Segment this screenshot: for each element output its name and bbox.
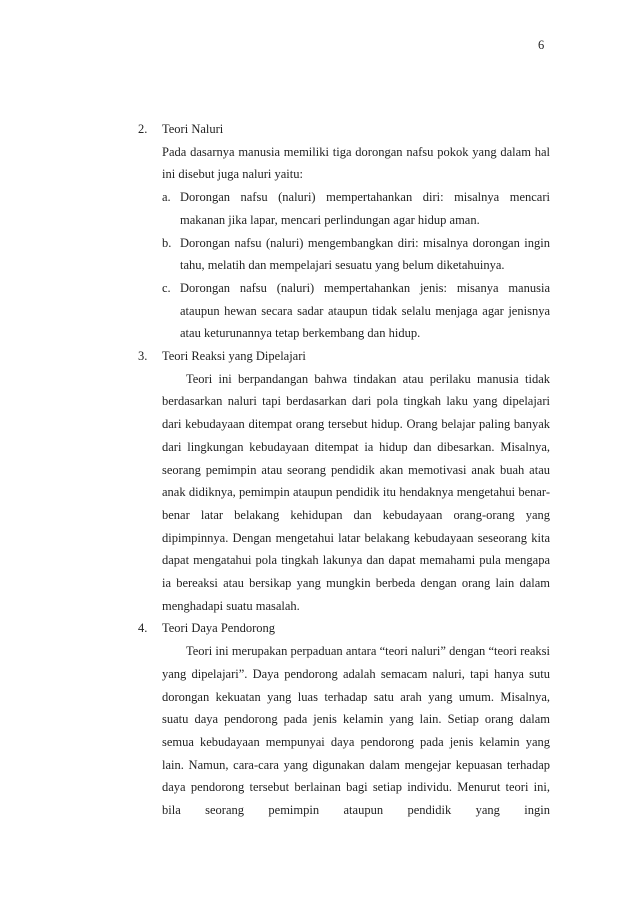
section-title: Teori Daya Pendorong — [162, 621, 275, 636]
section-title: Teori Reaksi yang Dipelajari — [162, 349, 306, 364]
section-number: 2. — [138, 122, 148, 136]
section-number: 4. — [138, 621, 148, 636]
section-teori-daya-pendorong — [138, 617, 550, 821]
list-item — [162, 186, 550, 231]
list-item — [162, 232, 550, 277]
section-teori-naluri — [138, 118, 550, 345]
list-item-letter: b. — [162, 235, 172, 250]
page-number: 6 — [538, 38, 545, 52]
section-body: Teori ini merupakan perpaduan antara “teori naluri” dengan “teori reaksi yang dipelajari”. Daya pendorong adalah semacam naluri, tapi hanya sutu dorongan kekuatan yang luas terhadap satu arah yang umum. Misalnya, suatu daya pendorong pada jenis kelamin yang lain. Setiap orang dalam semua kebudayaan mempunyai daya pendorong pada jenis kelamin yang lain. Namun, cara-cara yang digunakan dalam mengejar kepuasan terhadap daya pendorong tersebut berlainan bagi setiap individu. Menurut teori ini, bila seorang pemimpin ataupun pendidik yang ingin — [162, 644, 550, 818]
list-item — [162, 277, 550, 345]
section-number: 3. — [138, 349, 148, 364]
list-item-text: Dorongan nafsu (naluri) mempertahankan diri: misalnya mencari makanan jika lapar, mencari perlindungan agar hidup aman. — [180, 190, 550, 227]
section-intro: Pada dasarnya manusia memiliki tiga dorongan nafsu pokok yang dalam hal ini disebut juga naluri yaitu: — [162, 144, 550, 182]
list-item-text: Dorongan nafsu (naluri) mengembangkan diri: misalnya dorongan ingin tahu, melatih dan mempelajari sesuatu yang belum diketahuinya. — [180, 235, 550, 273]
section-title: Teori Naluri — [162, 122, 224, 136]
section-body: Teori ini berpandangan bahwa tindakan atau perilaku manusia tidak berdasarkan naluri tapi berdasarkan dari pola tingkah laku yang dipelajari dari kebudayaan ditempat orang tersebut hidup. Orang belajar paling banyak dari lingkungan kebudayaan ditempat ia hidup dan dibesarkan. Misalnya, seorang pemimpin atau seorang pendidik akan memotivasi anak buah atau anak didiknya, pemimpin ataupun pendidik itu hendaknya mengetahui benar-benar latar belakang kehidupan dan kebudayaan orang-orang yang dipimpinnya. Dengan mengetahui latar belakang kebudayaan seseorang kita dapat mengatahui pola tingkah lakunya dan dapat memahami pula mengapa ia bereaksi atau bersikap yang mungkin berbeda dengan orang lain dalam menghadapi suatu masalah. — [162, 371, 550, 613]
list-item-text: Dorongan nafsu (naluri) mempertahankan jenis: misanya manusia ataupun hewan secara sadar ataupun tidak selalu menjaga agar jenisnya atau keturunannya tetap berkembang dan hidup. — [180, 280, 550, 341]
list-item-letter: c. — [162, 280, 171, 295]
section-teori-reaksi — [138, 345, 550, 617]
list-item-letter: a. — [162, 190, 171, 205]
document-body — [138, 118, 550, 822]
